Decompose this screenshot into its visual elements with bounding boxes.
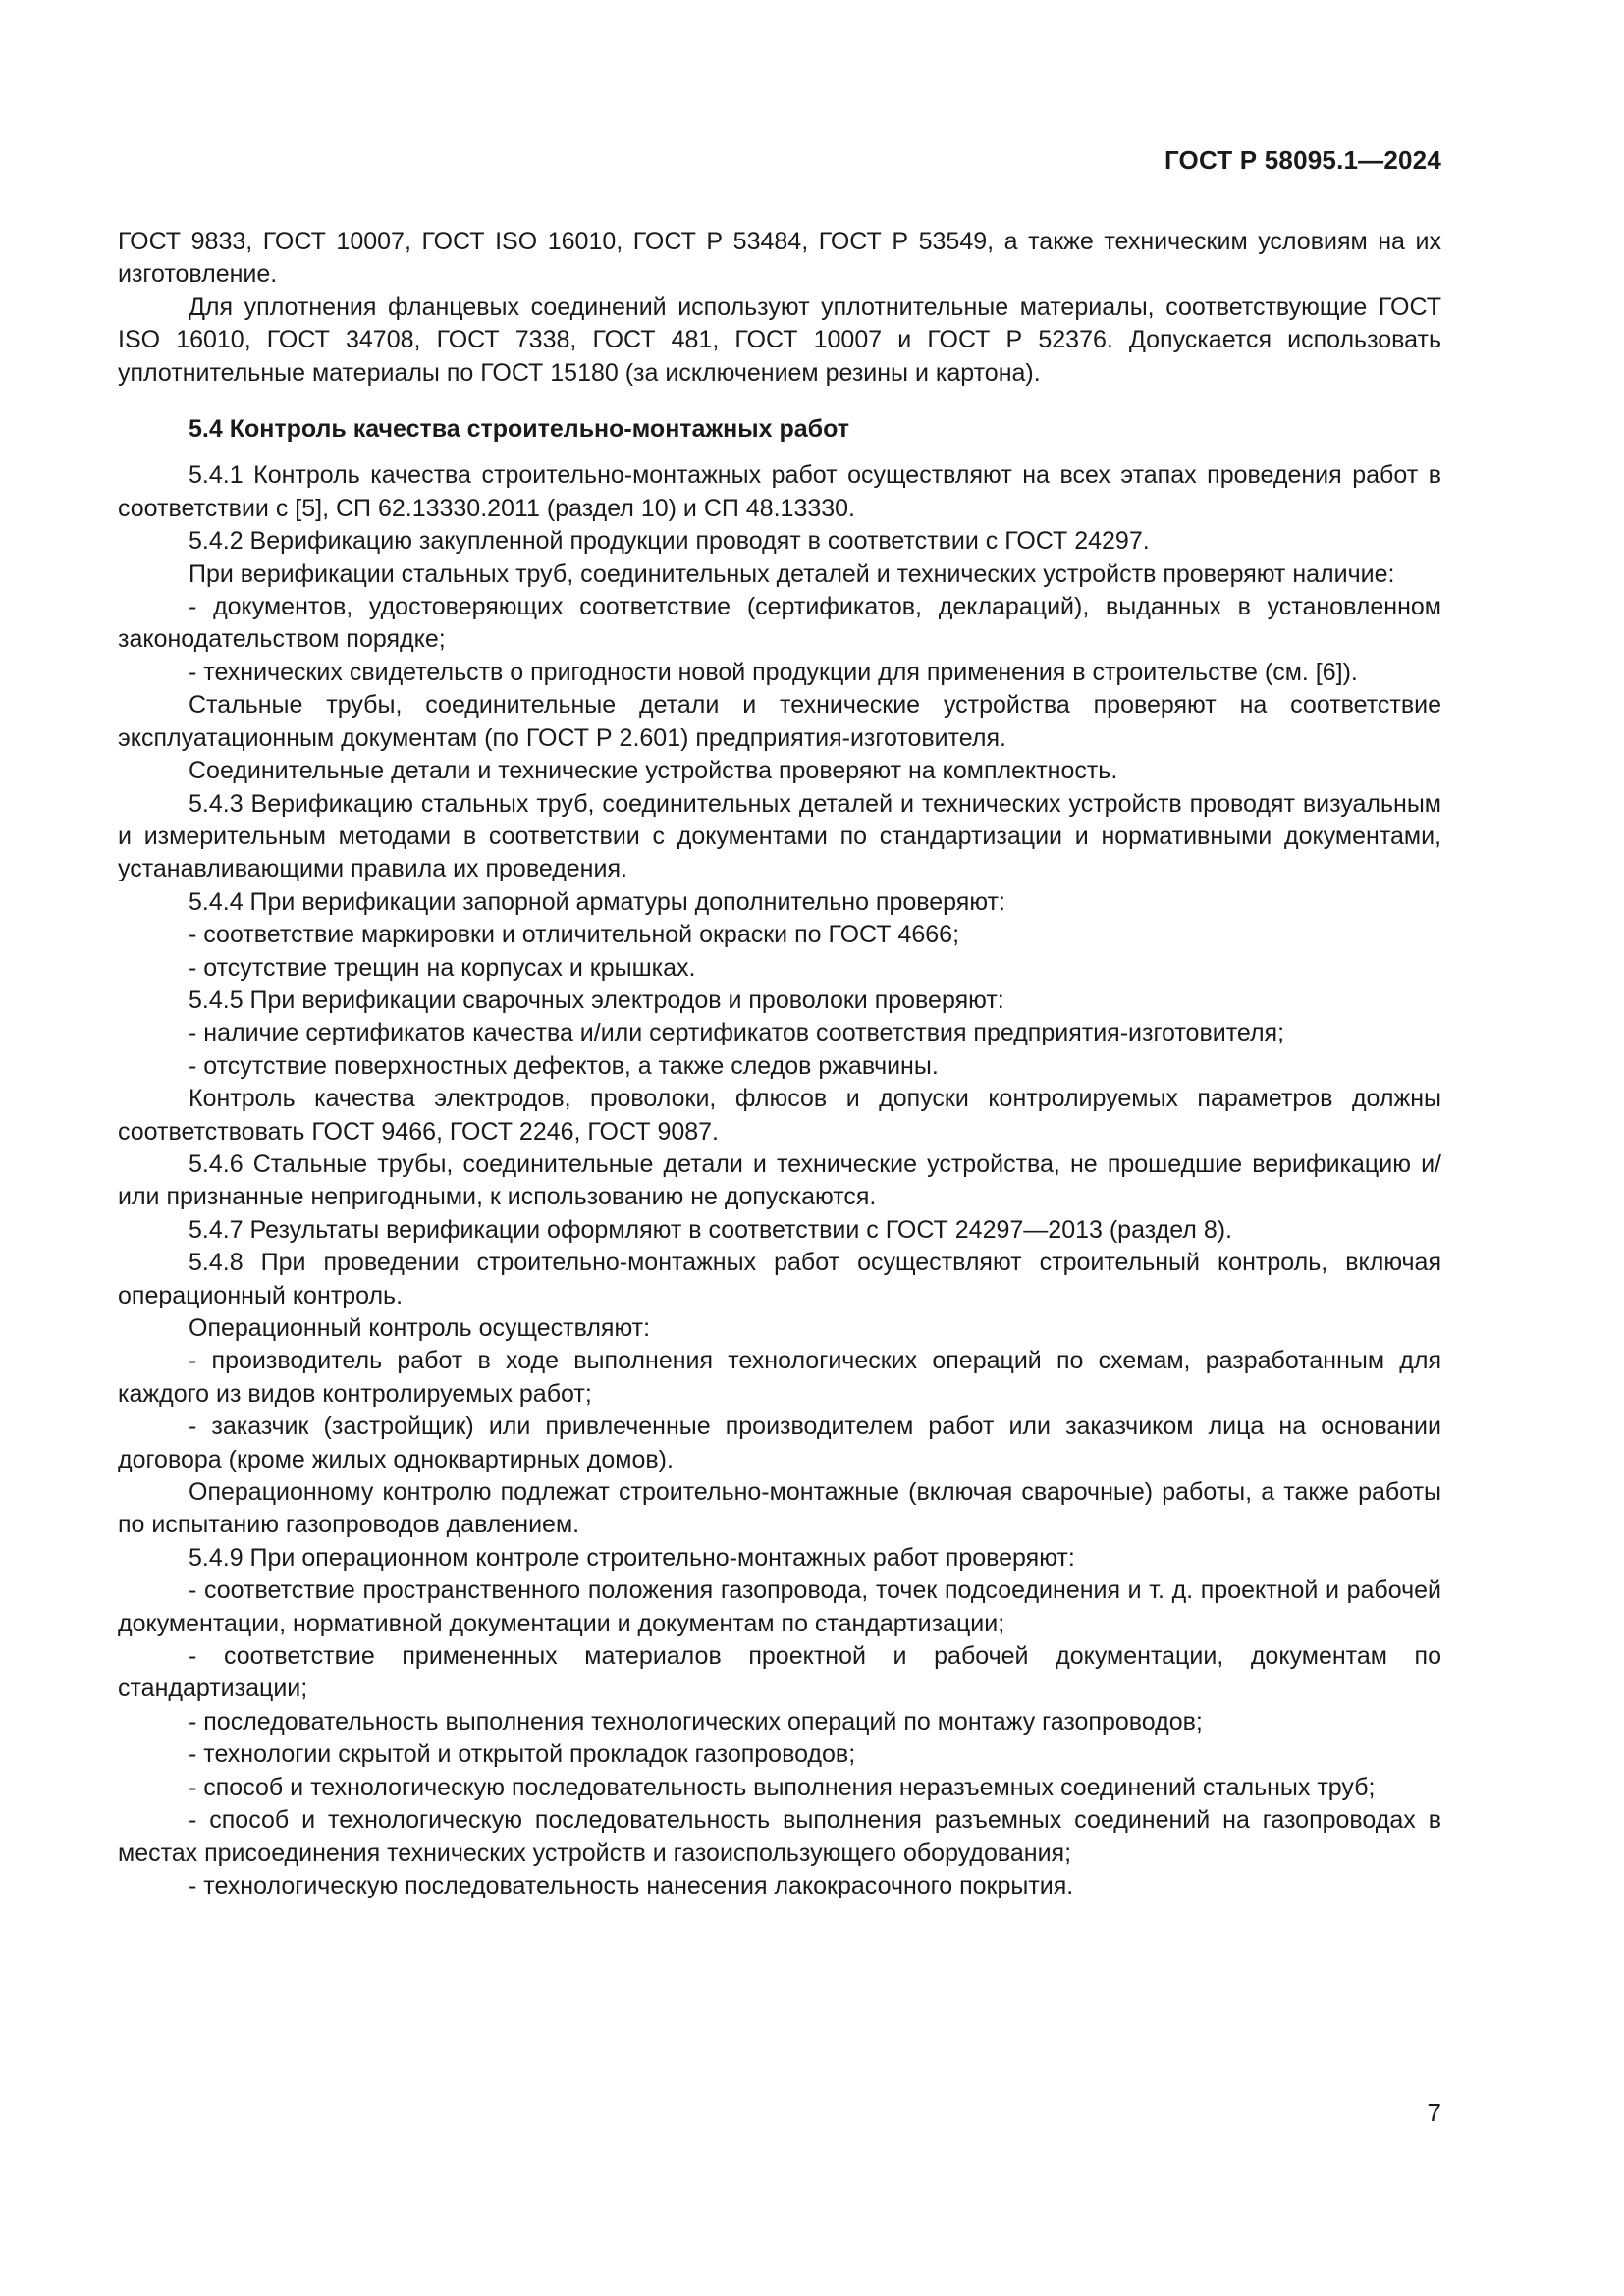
- list-item: - документов, удостоверяющих соответствие (сертификатов, деклараций), выданных в установленном законодательством порядке;: [118, 593, 1441, 654]
- paragraph: 5.4.7 Результаты верификации оформляют в соответствии с ГОСТ 24297—2013 (раздел 8).: [189, 1215, 1232, 1244]
- paragraph: ГОСТ 9833, ГОСТ 10007, ГОСТ ISO 16010, ГОСТ Р 53484, ГОСТ Р 53549, а также техническим условиям на их изготовление.: [118, 228, 1441, 289]
- list-item: - технологическую последовательность нанесения лакокрасочного покрытия.: [189, 1871, 1074, 1899]
- list-item: - наличие сертификатов качества и/или сертификатов соответствия предприятия-изготовителя;: [189, 1019, 1285, 1047]
- paragraph: 5.4.2 Верификацию закупленной продукции проводят в соответствии с ГОСТ 24297.: [189, 527, 1150, 556]
- paragraph: 5.4.9 При операционном контроле строительно-монтажных работ проверяют:: [189, 1543, 1075, 1572]
- list-item: - отсутствие поверхностных дефектов, а также следов ржавчины.: [189, 1051, 939, 1080]
- paragraph: 5.4.3 Верификацию стальных труб, соединительных деталей и технических устройств проводят визуальным и измерительным методами в соответствии с документами по стандартизации и нормативными документами, устанавливающими правила их проведения.: [118, 789, 1441, 883]
- section-heading: 5.4 Контроль качества строительно-монтажных работ: [189, 415, 849, 444]
- paragraph: При верификации стальных труб, соединительных деталей и технических устройств проверяют наличие:: [189, 560, 1395, 588]
- list-item: - технических свидетельств о пригодности новой продукции для применения в строительстве (см. [6]).: [189, 658, 1358, 686]
- paragraph: 5.4.1 Контроль качества строительно-монтажных работ осуществляют на всех этапах проведения работ в соответствии с [5], СП 62.13330.2011 (раздел 10) и СП 48.13330.: [118, 461, 1441, 522]
- list-item: - технологии скрытой и открытой прокладок газопроводов;: [189, 1740, 856, 1769]
- paragraph: Контроль качества электродов, проволоки, флюсов и допуски контролируемых параметров должны соответствовать ГОСТ 9466, ГОСТ 2246, ГОСТ 9087.: [118, 1085, 1441, 1146]
- list-item: - способ и технологическую последовательность выполнения разъемных соединений на газопроводах в местах присоединения технических устройств и газоиспользующего оборудования;: [118, 1806, 1441, 1867]
- list-item: - способ и технологическую последовательность выполнения неразъемных соединений стальных труб;: [189, 1773, 1376, 1801]
- list-item: - производитель работ в ходе выполнения технологических операций по схемам, разработанным для каждого из видов контролируемых работ;: [118, 1347, 1441, 1408]
- paragraph: 5.4.8 При проведении строительно-монтажных работ осуществляют строительный контроль, включая операционный контроль.: [118, 1249, 1441, 1309]
- list-item: - соответствие примененных материалов проектной и рабочей документации, документам по стандартизации;: [118, 1642, 1441, 1703]
- paragraph: Стальные трубы, соединительные детали и технические устройства проверяют на соответствие эксплуатационным документам (по ГОСТ Р 2.601) предприятия-изготовителя.: [118, 691, 1441, 752]
- list-item: - соответствие пространственного положения газопровода, точек подсоединения и т. д. проектной и рабочей документации, нормативной документации и документам по стандартизации;: [118, 1576, 1441, 1637]
- list-item: - отсутствие трещин на корпусах и крышках.: [189, 953, 696, 982]
- paragraph: 5.4.6 Стальные трубы, соединительные детали и технические устройства, не прошедшие верификацию и/или признанные непригодными, к использованию не допускаются.: [118, 1149, 1441, 1211]
- paragraph: Операционный контроль осуществляют:: [189, 1314, 651, 1342]
- list-item: - соответствие маркировки и отличительной окраски по ГОСТ 4666;: [189, 921, 960, 949]
- paragraph: 5.4.5 При верификации сварочных электродов и проволоки проверяют:: [189, 986, 1004, 1014]
- paragraph: Соединительные детали и технические устройства проверяют на комплектность.: [189, 757, 1118, 785]
- paragraph: 5.4.4 При верификации запорной арматуры дополнительно проверяют:: [189, 887, 1005, 916]
- list-item: - заказчик (застройщик) или привлеченные производителем работ или заказчиком лица на основании договора (кроме жилых одноквартирных домов).: [118, 1413, 1441, 1473]
- document-body: [118, 226, 1441, 1902]
- page-number: 7: [1427, 2098, 1441, 2127]
- paragraph: Для уплотнения фланцевых соединений используют уплотнительные материалы, соответствующие ГОСТ ISO 16010, ГОСТ 34708, ГОСТ 7338, ГОСТ 481, ГОСТ 10007 и ГОСТ Р 52376. Допускается использовать уплотнительные материалы по ГОСТ 15180 (за исключением резины и картона).: [118, 293, 1441, 387]
- paragraph: Операционному контролю подлежат строительно-монтажные (включая сварочные) работы, а также работы по испытанию газопроводов давлением.: [118, 1478, 1441, 1539]
- list-item: - последовательность выполнения технологических операций по монтажу газопроводов;: [189, 1707, 1203, 1735]
- document-header: ГОСТ Р 58095.1—2024: [1164, 145, 1441, 175]
